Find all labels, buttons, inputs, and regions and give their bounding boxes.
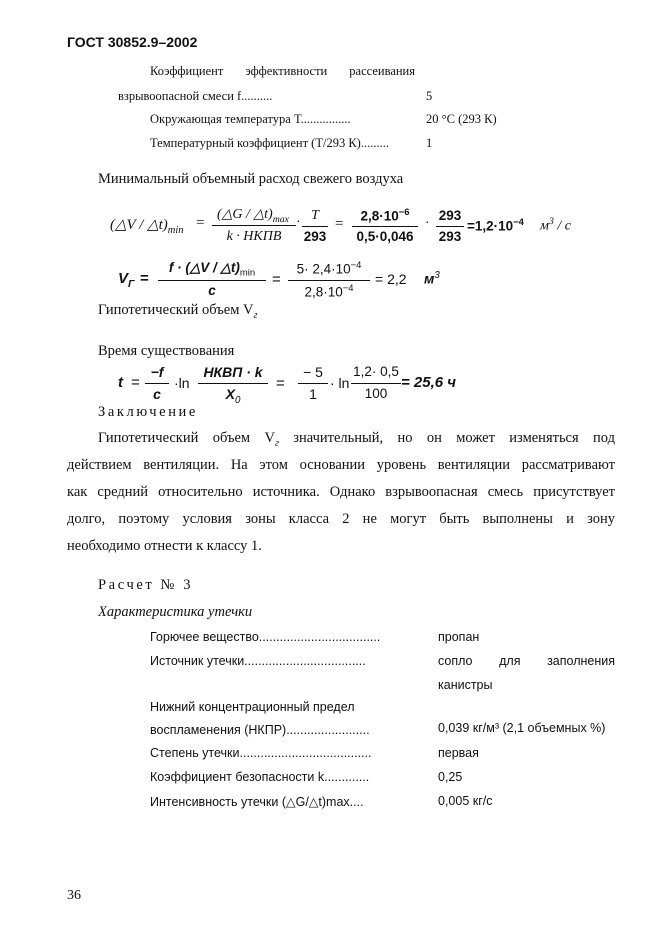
leak-param-label-6: Степень утечки...................................... (150, 746, 372, 760)
leak-param-value-2: сопло для заполнения (438, 654, 615, 668)
conclusion-line-1-tail: значительный, но он может изменяться под (278, 430, 615, 446)
eq1-num2: T (311, 208, 319, 223)
param-value-4: 1 (426, 136, 433, 150)
conclusion-heading: Заключение (98, 404, 198, 420)
calc-heading: Расчет № 3 (98, 577, 194, 593)
eq1-dot: · (296, 215, 301, 230)
eq2-lhs: V (118, 270, 129, 287)
eq1-num4: 293 (438, 208, 462, 223)
eq3-num2: НКВП · k (203, 364, 263, 380)
conclusion-line-1-head: Гипотетический объем V (98, 430, 275, 446)
eq3-ln: ·ln (174, 375, 190, 391)
eq2-unit: м (424, 270, 435, 287)
leak-param-value-6: первая (438, 746, 479, 760)
eq1-num1-sub: max (272, 213, 290, 225)
param-label-1: Коэффициент эффективности рассеивания (150, 64, 415, 78)
eq2-den2-exp: −4 (342, 283, 354, 294)
min-flow-label: Минимальный объемный расход свежего воздуха (98, 171, 404, 187)
eq3-den4: 100 (364, 386, 388, 401)
eq3-result: = 25,6 ч (401, 374, 457, 391)
leak-param-value-7: 0,25 (438, 770, 463, 784)
eq1-result: =1,2·10 (467, 218, 514, 234)
eq3-den2-sub: 0 (234, 394, 241, 406)
eq1-num3: 2,8·10 (360, 208, 399, 224)
param-value-3: 20 °С (293 К) (426, 112, 497, 126)
leak-param-label-5: воспламенения (НКПР)........................ (150, 723, 370, 737)
eq3-equals: = (131, 374, 140, 391)
eq2-equals-2: = (272, 271, 281, 288)
eq2-num2: 5· 2,4·10 (296, 261, 351, 277)
eq2-den2: 2,8·10 (304, 284, 343, 300)
eq3-num1: −f (150, 364, 164, 380)
conclusion-line-3: как средний относительно источника. Однако взрывоопасная смесь присутствует (67, 484, 615, 500)
hyp-volume-label: Гипотетический объем V (98, 302, 254, 318)
eq2-unit-exp: 3 (434, 270, 440, 281)
conclusion-vg-sub: г (274, 437, 279, 449)
eq2-lhs-sub: Г (128, 278, 135, 290)
eq1-unit: м (540, 218, 549, 234)
leak-param-label-1: Горючее вещество................................... (150, 630, 381, 644)
leak-heading: Характеристика утечки (98, 604, 253, 620)
eq1-equals-2: = (335, 216, 344, 232)
eq2-den1: c (208, 283, 216, 298)
eq1-den3: 0,5·0,046 (356, 229, 414, 244)
eq1-num3-exp: −6 (398, 207, 410, 218)
eq3-lhs: t (118, 374, 123, 391)
page-number: 36 (67, 888, 81, 903)
eq3-ln-2: · ln (330, 375, 350, 391)
param-value-2: 5 (426, 89, 433, 103)
eq1-lhs-sub: min (167, 225, 184, 236)
leak-param-value-3: канистры (438, 678, 493, 692)
eq2-result: = 2,2 (375, 271, 407, 287)
hyp-volume-sub: г (253, 309, 258, 321)
eq3-equals-2: = (276, 375, 285, 392)
eq3-den2: X (225, 386, 235, 402)
param-label-4: Температурный коэффициент (T/293 К)......... (150, 136, 389, 150)
eq2-num1-sub: min (239, 267, 256, 279)
eq1-num1: (△G / △t) (216, 207, 273, 222)
eq1-unit-tail: / с (553, 218, 571, 234)
conclusion-line-2: действием вентиляции. На этом основании уровень вентиляции рассматривают (67, 457, 615, 473)
leak-param-label-8: Интенсивность утечки (△G/△t)max.... (150, 795, 364, 809)
eq1-den1: k · НКПВ (226, 229, 282, 244)
eq1-den2: 293 (303, 229, 327, 244)
eq3-den3: 1 (309, 386, 317, 402)
eq1-dot-2: · (425, 216, 430, 231)
conclusion-line-5: необходимо отнести к классу 1. (67, 538, 262, 554)
eq1-equals: = (196, 215, 205, 231)
document-header: ГОСТ 30852.9–2002 (67, 34, 198, 50)
time-label: Время существования (98, 343, 235, 359)
eq3-num4: 1,2· 0,5 (353, 364, 399, 379)
eq3-den1: c (153, 386, 161, 402)
leak-param-value-1: пропан (438, 630, 480, 644)
eq2-num2-exp: −4 (350, 260, 362, 271)
eq1-unit-exp: 3 (548, 216, 554, 227)
leak-param-label-7: Коэффициент безопасности k............. (150, 770, 370, 784)
conclusion-line-4: долго, поэтому условия зоны класса 2 не могут быть выполнены и зону (67, 511, 615, 527)
eq3-num3: − 5 (303, 364, 323, 380)
eq1-lhs: (△V / △t) (110, 217, 168, 233)
leak-param-value-8: 0,005 кг/с (438, 794, 493, 808)
leak-param-label-4: Нижний концентрационный предел (150, 700, 355, 714)
eq2-equals: = (140, 270, 149, 287)
eq1-den4: 293 (438, 229, 462, 244)
param-label-2: взрывоопасной смеси f.......... (118, 89, 273, 103)
eq1-result-exp: −4 (513, 217, 524, 228)
param-label-3: Окружающая температура T................ (150, 112, 351, 126)
leak-param-label-2: Источник утечки................................... (150, 654, 366, 668)
eq2-num1: f · (△V / △t) (168, 260, 240, 275)
leak-param-value-5: 0,039 кг/м³ (2,1 объемных %) (438, 721, 606, 735)
